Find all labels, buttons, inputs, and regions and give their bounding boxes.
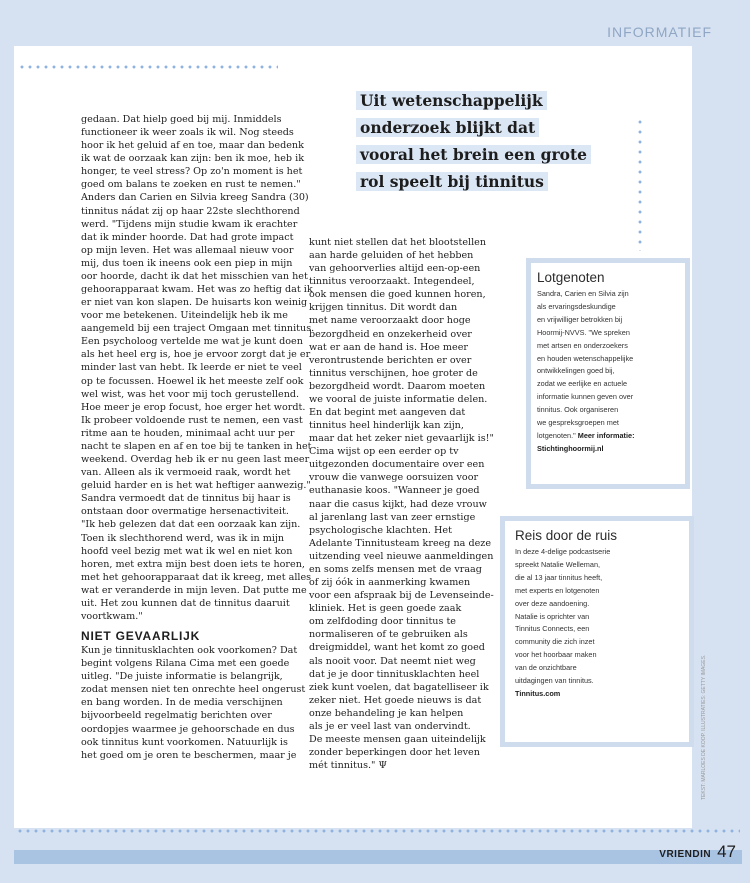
body-text-line: bijvoorbeeld regelmatig berichten over (81, 710, 272, 722)
body-text-line: dat je je door tinnitusklachten heel (309, 668, 480, 680)
body-text-line: dreigmiddel, want het komt zo goed (309, 642, 485, 654)
body-text-line: voor me betekenen. Uiteindelijk heb ik me (81, 310, 288, 322)
info-box-title: Reis door de ruis (515, 528, 618, 543)
info-box-line: spreekt Natalie Welleman, (515, 559, 601, 569)
info-box-line: uitdagingen van tinnitus. (515, 676, 594, 686)
info-box-line: zodat we eerlijke en actuele (537, 379, 628, 389)
body-text-line: krijgen tinnitus. Dit wordt dan (309, 302, 458, 314)
body-text-line: minder last van hebt. Ik leerde er niet te veel (81, 362, 302, 374)
body-text-line: uitleg. "De juiste informatie is belangrijk, (81, 671, 283, 683)
body-text-line: euthanasie koos. "Wanneer je goed (309, 485, 480, 497)
pull-quote-line: Uit wetenschappelijk (356, 91, 547, 110)
body-text-line: gehoorapparaat kwam. Het was zo heftig dat ik (81, 284, 313, 296)
subheading: NIET GEVAARLIJK (81, 629, 201, 644)
body-text-line: ook mensen die goed kunnen horen, (309, 289, 486, 301)
body-text-line: psychologische klachten. Het (309, 524, 452, 536)
info-box-line: voor het hoorbaar maken (515, 650, 597, 660)
body-text-line: op te focussen. Hoewel ik het meeste zelf ook (81, 375, 304, 387)
body-text-line: bezorgdheid wordt. Daarom moeten (309, 380, 486, 392)
body-text-line: functioneer ik weer zoals ik wil. Nog steeds (81, 127, 294, 139)
body-text-line: kunt niet stellen dat het blootstellen (309, 237, 486, 248)
body-text-line: honger, te veel stress? Op zo'n moment is het (81, 166, 303, 178)
info-box-last-line: lotgenoten." (537, 430, 576, 440)
body-text-line: om zelfdoding door tinnitus te (309, 616, 456, 628)
body-text-line: al jarenlang last van zeer ernstige (309, 511, 476, 523)
body-text-line: aan harde geluiden of het hebben (309, 250, 474, 262)
photo-credit: TEKST: MARLOES DE KOOP. ILLUSTRATIES: GETTY IMAGES. (701, 654, 707, 800)
body-text-line: hoofd veel bezig met wat ik wel en niet kon (81, 545, 293, 557)
body-text-line: begint volgens Rilana Cima met een goede (81, 658, 290, 670)
magazine-name: VRIENDIN (659, 849, 712, 860)
info-box-body (515, 546, 677, 688)
dotted-line-right (638, 117, 642, 251)
info-box-line: ontwikkelingen goed bij, (537, 366, 615, 376)
body-text-line: met het gehoorapparaat dat ik kreeg, met alles (81, 571, 312, 583)
body-text-line: als het heel erg is, hoe je ervoor zorgt dat je er (81, 349, 311, 361)
body-text-line: tinnitus nádat zij op haar 22ste slechthorend (81, 205, 300, 217)
body-text-line: als je er veel last van ondervindt. (309, 720, 471, 732)
info-box-line: over deze aandoening. (515, 598, 590, 608)
body-text-line: van. Alleen als ik vermoeid raak, wordt het (81, 467, 291, 479)
body-text-line: of zij óók in aanmerking kwamen (309, 577, 471, 589)
body-text-line: oordopjes waarmee je gehoorschade en dus (81, 723, 295, 735)
info-box-line: die al 13 jaar tinnitus heeft, (515, 572, 603, 582)
pull-quote-line: vooral het brein een grote (356, 145, 591, 164)
bottom-band (14, 850, 742, 864)
info-box-line: Natalie is oprichter van (515, 611, 590, 621)
info-box-line: met artsen en onderzoekers (537, 340, 628, 350)
info-box-line: als ervaringsdeskundige (537, 301, 616, 311)
body-text-line: ook tinnitus kunt voorkomen. Natuurlijk is (81, 736, 288, 748)
body-text-line: uit. Het zou kunnen dat de tinnitus daaruit (81, 597, 290, 609)
body-text-line: en soms zelfs mensen met de vraag (309, 563, 482, 575)
body-text-line: wat er aan de hand is. Hoe meer (309, 341, 468, 353)
article-column-1 (81, 113, 315, 762)
info-box-line: Hoormij-NVVS. "We spreken (537, 327, 630, 337)
info-box-line: van de onzichtbare (515, 663, 577, 673)
body-text-line: en bang worden. In de media verschijnen (81, 697, 283, 709)
dotted-line-top (18, 65, 278, 69)
info-box-lotgenoten (526, 258, 690, 489)
body-text-line: De meeste mensen gaan uiteindelijk (309, 733, 486, 745)
body-text-line: van gehoorverlies altijd een-op-een (309, 263, 481, 275)
pull-quote-line: onderzoek blijkt dat (356, 118, 539, 137)
body-text-line: ziek kunt voelen, dat bagatelliseer ik (309, 681, 489, 693)
body-text-line: horen, met extra mijn best doen iets te horen, (81, 558, 305, 570)
article-column-2 (309, 236, 505, 772)
body-text-line: mij, dus toen ik ineens ook een piep in mijn (81, 257, 293, 269)
body-text-line: als nooit voor. Dat neemt niet weg (309, 655, 476, 667)
more-info-label: Meer informatie: (577, 430, 635, 440)
body-text-line: Kun je tinnitusklachten ook voorkomen? Dat (81, 645, 298, 657)
body-text-line: kliniek. Het is geen goede zaak (309, 603, 462, 615)
body-text-line: "Ik heb gelezen dat dat een oorzaak kan zijn. (81, 519, 301, 531)
info-box-podcast (500, 516, 694, 747)
info-box-line: community die zich inzet (515, 637, 595, 647)
body-text-line: werd. "Tijdens mijn studie kwam ik erachter (81, 218, 298, 230)
body-text-line: goed om balans te zoeken en rust te nemen." (81, 179, 301, 191)
body-text-line: het goed om je oren te beschermen, maar je (81, 749, 297, 761)
body-text-line: tinnitus heel hinderlijk kan zijn, (309, 420, 464, 432)
body-text-line: oor hoorde, dacht ik dat het misschien van het (81, 270, 308, 282)
body-text-line: nacht te slapen en af en toe bij te tanken in het (81, 440, 312, 452)
body-text-line: ik wat de oorzaak kan zijn: ben ik moe, heb ik (81, 153, 305, 165)
info-box-line: en houden wetenschappelijke (537, 353, 634, 363)
body-text-line: op mijn leven. Het was allemaal nieuw voor (81, 244, 294, 256)
body-text-line: Hoe meer je erop focust, hoe erger het wordt. (81, 401, 306, 413)
body-text-line: aangemeld bij een traject Omgaan met tinnitus. (81, 323, 315, 335)
info-box-line: met experts en lotgenoten (515, 585, 600, 595)
info-box-line: Tinnitus Connects, een (515, 624, 590, 634)
body-text-line: Sandra vermoedt dat de tinnitus bij haar is (81, 493, 291, 505)
info-box-body (537, 288, 673, 430)
body-text-line: Adelante Tinnitusteam kreeg na deze (309, 537, 491, 549)
body-text-line: naar die casus kijkt, had deze vrouw (309, 498, 487, 510)
body-text-line: vrouw die vanwege oorsuizen voor (309, 472, 479, 484)
body-text-line: mét tinnitus." Ψ (309, 760, 387, 772)
section-label: INFORMATIEF (607, 24, 712, 40)
info-box-more (537, 430, 673, 443)
website-link[interactable]: Stichtinghoormij.nl (537, 443, 604, 453)
body-text-line: er niet van kon slapen. De huisarts kon weinig (81, 297, 308, 309)
info-box-line: Sandra, Carien en Silvia zijn (537, 289, 629, 298)
body-text-line: zeker niet. Het goede nieuws is dat (309, 694, 482, 706)
body-text-line: maar dat het zeker niet gevaarlijk is!" (309, 433, 494, 445)
body-text-line: uitgezonden documentaire over een (309, 459, 485, 471)
dotted-line-bottom (16, 829, 740, 833)
body-text-line: tinnitus veroorzaakt. Integendeel, (309, 276, 475, 288)
info-box-title: Lotgenoten (537, 270, 605, 285)
info-box-line: informatie kunnen geven over (537, 392, 634, 402)
body-text-line: Toen ik slechthorend werd, was ik in mijn (81, 532, 285, 544)
body-text-line: weekend. Overdag heb ik er nu geen last meer (81, 454, 310, 466)
body-text-line: wat er veranderde in mijn leven. Dat putte me (81, 584, 307, 596)
body-text-line: voortkwam." (81, 610, 143, 622)
body-text-line: wel wist, was het voor mij toch gerustellend. (81, 388, 300, 400)
body-text-line: ritme aan te houden, minimaal acht uur per (81, 427, 295, 439)
body-text-line: voor een afspraak bij de Levenseinde- (309, 590, 494, 602)
body-text-line: onze behandeling je kan helpen (309, 707, 464, 719)
info-box-line: tinnitus. Ook organiseren (537, 405, 619, 415)
page-number: 47 (717, 842, 736, 861)
page-footer (659, 842, 736, 862)
body-text-line: bezorgdheid en onzekerheid over (309, 328, 472, 340)
pull-quote-line: rol speelt bij tinnitus (356, 172, 548, 191)
body-text-line: verontrustende berichten er over (309, 354, 472, 366)
body-text-line: we vooral de juiste informatie delen. (309, 393, 488, 405)
body-text-line: geluid harder en is het wat heftiger aanwezig." (81, 480, 311, 492)
info-box-line: en vrijwilliger betrokken bij (537, 314, 623, 324)
body-text-line: met name veroorzaakt door hoge (309, 315, 471, 327)
info-box-line: In deze 4-delige podcastserie (515, 547, 611, 556)
body-text-line: zodat mensen niet ten onrechte heel ongerust (81, 684, 306, 696)
body-text-line: ontstaan door overmatige hersenactiviteit. (81, 506, 289, 518)
pull-quote (356, 87, 596, 195)
body-text-line: tinnitus verschijnen, hoe groter de (309, 367, 478, 379)
body-text-line: Ik probeer voldoende rust te nemen, een vast (81, 414, 303, 426)
body-text-line: hoor ik het geluid af en toe, maar dan bedenk (81, 140, 304, 152)
info-box-line: we gespreksgroepen met (537, 418, 619, 428)
body-text-line: En dat begint met aangeven dat (309, 407, 466, 419)
body-text-line: Cima wijst op een eerder op tv (309, 446, 459, 458)
body-text-line: Een psycholoog vertelde me wat je kunt doen (81, 336, 303, 348)
body-text-line: normaliseren of te gebruiken als (309, 629, 468, 641)
website-link[interactable]: Tinnitus.com (515, 688, 561, 698)
body-text-line: dat ik minder hoorde. Dat had grote impact (81, 231, 294, 243)
body-text-line: uitzending veel nieuwe aanmeldingen (309, 550, 494, 562)
body-text-line: Anders dan Carien en Silvia kreeg Sandra (30) (81, 192, 309, 204)
body-text-line: zonder beperkingen door het leven (309, 747, 480, 759)
body-text-line: gedaan. Dat hielp goed bij mij. Inmiddels (81, 114, 282, 125)
